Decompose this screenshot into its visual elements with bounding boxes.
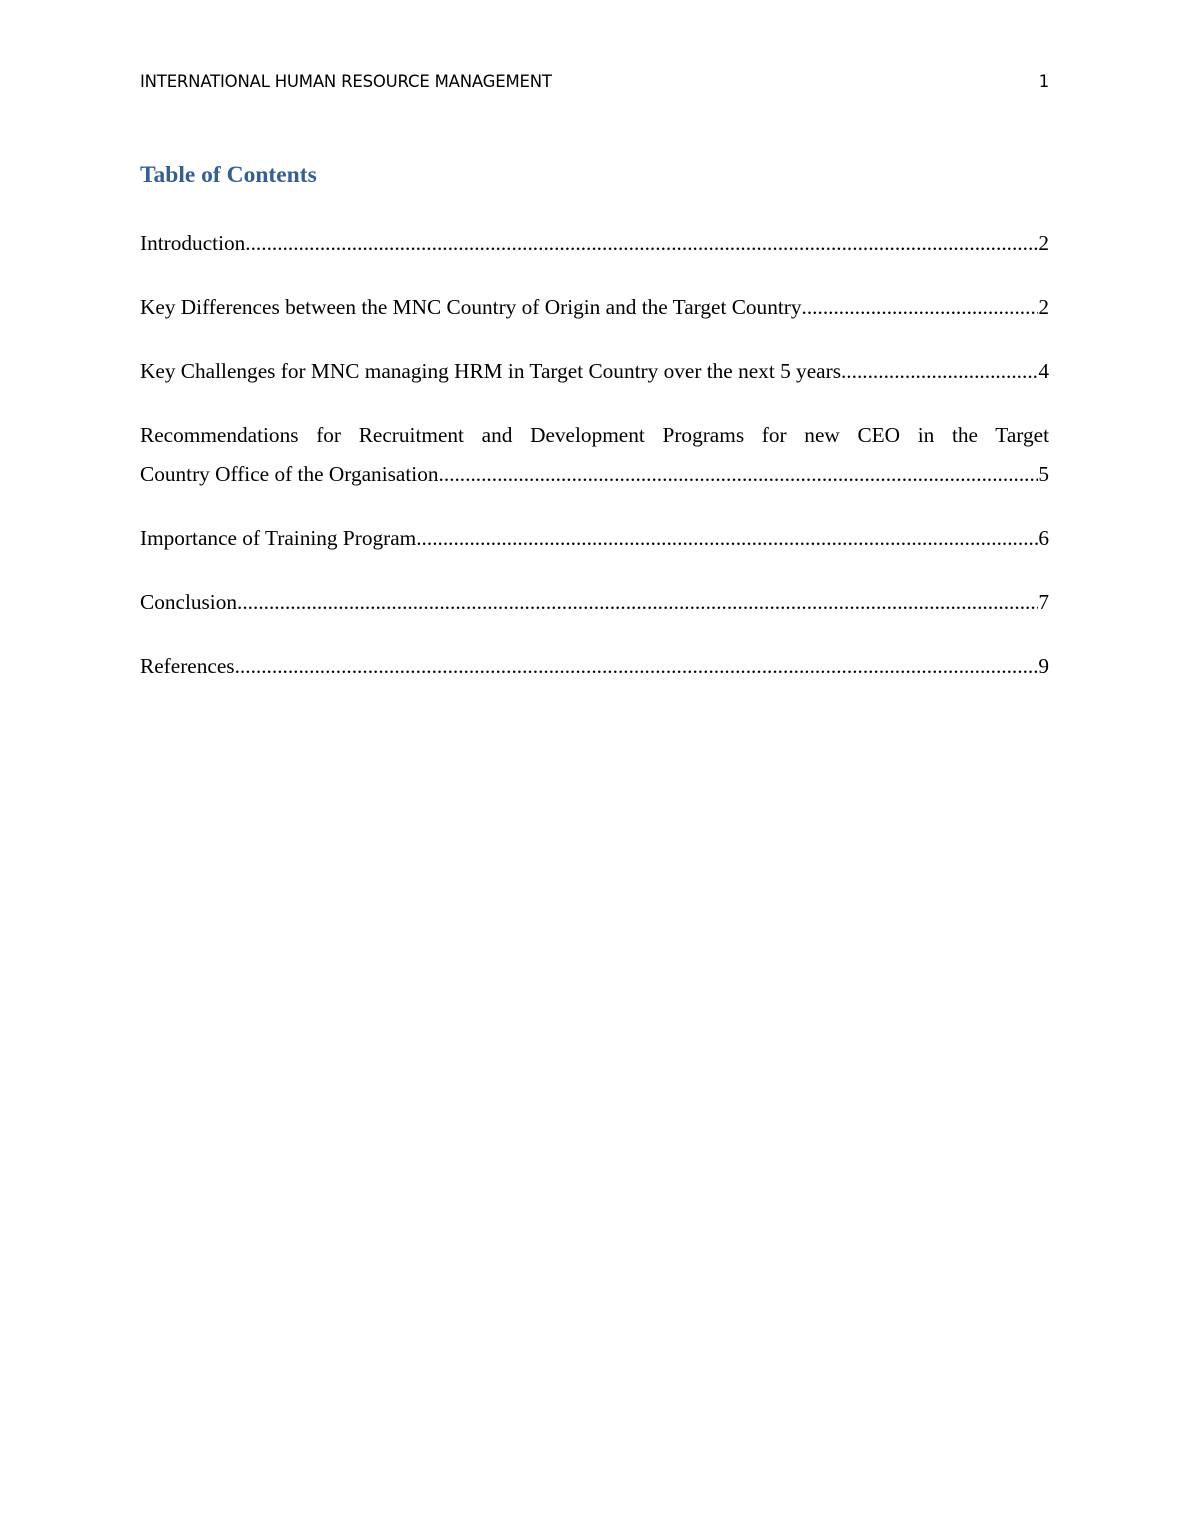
header-page-number: 1 xyxy=(1038,72,1049,91)
toc-heading: Table of Contents xyxy=(140,162,317,188)
toc-entry-page: 4 xyxy=(1038,359,1049,383)
table-of-contents xyxy=(140,224,1049,711)
toc-entry-title: References xyxy=(140,654,235,678)
toc-leader-dots xyxy=(237,583,1038,622)
toc-entry-introduction[interactable] xyxy=(140,224,1049,263)
toc-entry-key-differences[interactable] xyxy=(140,288,1049,327)
toc-entry-conclusion[interactable] xyxy=(140,583,1049,622)
toc-entry-recommendations[interactable] xyxy=(140,416,1049,494)
toc-leader-dots xyxy=(802,288,1039,327)
header-title: INTERNATIONAL HUMAN RESOURCE MANAGEMENT xyxy=(140,72,552,91)
toc-entry-page: 7 xyxy=(1038,590,1049,614)
toc-entry-title: Key Differences between the MNC Country of Origin and the Target Country xyxy=(140,295,802,319)
toc-leader-dots xyxy=(235,647,1039,686)
toc-entry-training-program[interactable] xyxy=(140,519,1049,558)
toc-entry-title: Importance of Training Program xyxy=(140,526,417,550)
toc-entry-title: Conclusion xyxy=(140,590,238,614)
toc-entry-page: 9 xyxy=(1038,654,1049,678)
page-header xyxy=(140,72,1049,96)
toc-leader-dots xyxy=(416,519,1038,558)
toc-entry-title-line1: Recommendations for Recruitment and Development Programs for new CEO in the Target xyxy=(140,423,1049,447)
toc-leader-dots xyxy=(439,455,1039,494)
toc-entry-title: Key Challenges for MNC managing HRM in Target Country over the next 5 years xyxy=(140,359,841,383)
toc-entry-references[interactable] xyxy=(140,647,1049,686)
toc-entry-title: Introduction xyxy=(140,231,246,255)
toc-leader-dots xyxy=(245,224,1038,263)
toc-entry-page: 5 xyxy=(1038,462,1049,486)
toc-entry-page: 2 xyxy=(1038,231,1049,255)
toc-entry-page: 2 xyxy=(1038,295,1049,319)
toc-entry-title-line2: Country Office of the Organisation xyxy=(140,462,439,486)
toc-entry-page: 6 xyxy=(1038,526,1049,550)
toc-leader-dots xyxy=(841,352,1038,391)
toc-entry-key-challenges[interactable] xyxy=(140,352,1049,391)
